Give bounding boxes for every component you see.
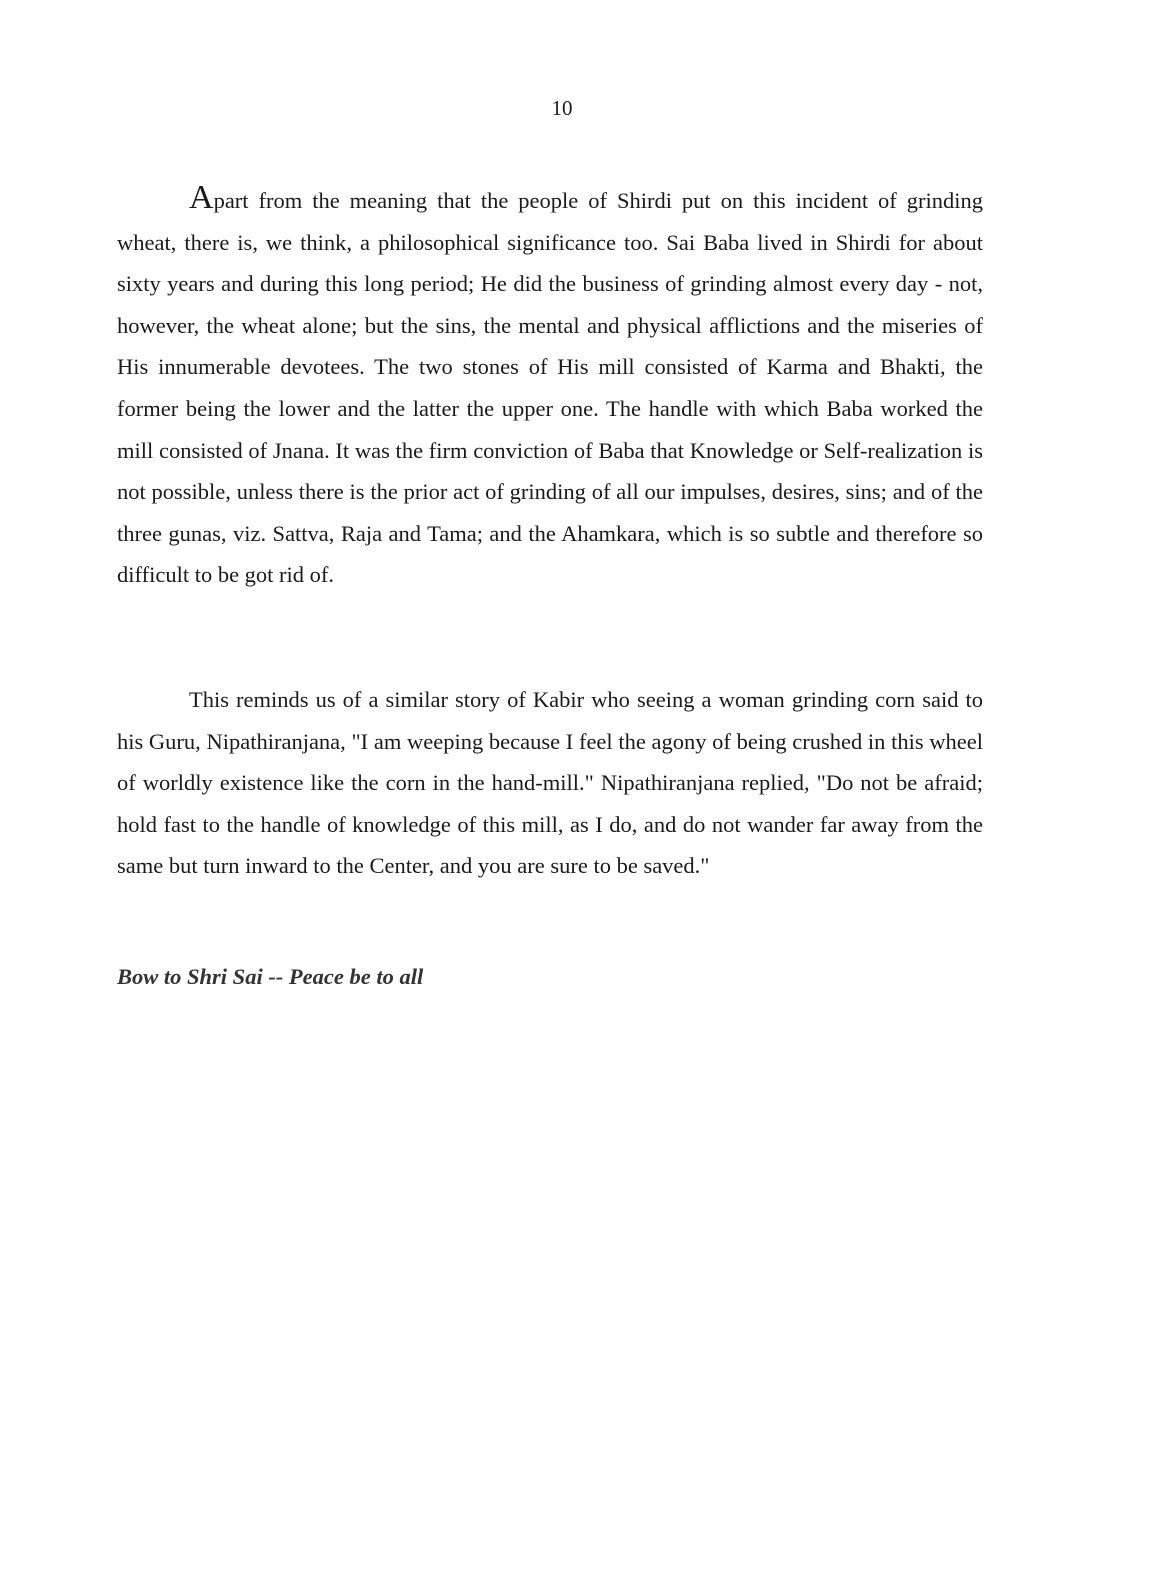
page-number: 10 (551, 96, 573, 120)
paragraph-1 (117, 180, 983, 596)
closing-line: Bow to Shri Sai -- Peace be to all (117, 964, 424, 989)
paragraph-1-text: part from the meaning that the people of Shirdi put on this incident of grinding wheat, there is, we think, a philosophical significance too. Sai Baba lived in Shirdi for about sixty years and during this long period; He did the business of grinding almost every day - not, however, the wheat alone; but the sins, the mental and physical afflictions and the miseries of His innumerable devotees. The two stones of His mill consisted of Karma and Bhakti, the former being the lower and the latter the upper one. The handle with which Baba worked the mill consisted of Jnana. It was the firm conviction of Baba that Knowledge or Self-realization is not possible, unless there is the prior act of grinding of all our impulses, desires, sins; and of the three gunas, viz. Sattva, Raja and Tama; and the Ahamkara, which is so subtle and therefore so difficult to be got rid of. (117, 188, 983, 588)
paragraph-2: This reminds us of a similar story of Kabir who seeing a woman grinding corn said to his Guru, Nipathiranjana, "I am weeping because I feel the agony of being crushed in this wheel of worldly existence like the corn in the hand-mill." Nipathiranjana replied, "Do not be afraid; hold fast to the handle of knowledge of this mill, as I do, and do not wander far away from the same but turn inward to the Center, and you are sure to be saved." (117, 687, 983, 879)
drop-cap-letter: A (189, 179, 214, 216)
